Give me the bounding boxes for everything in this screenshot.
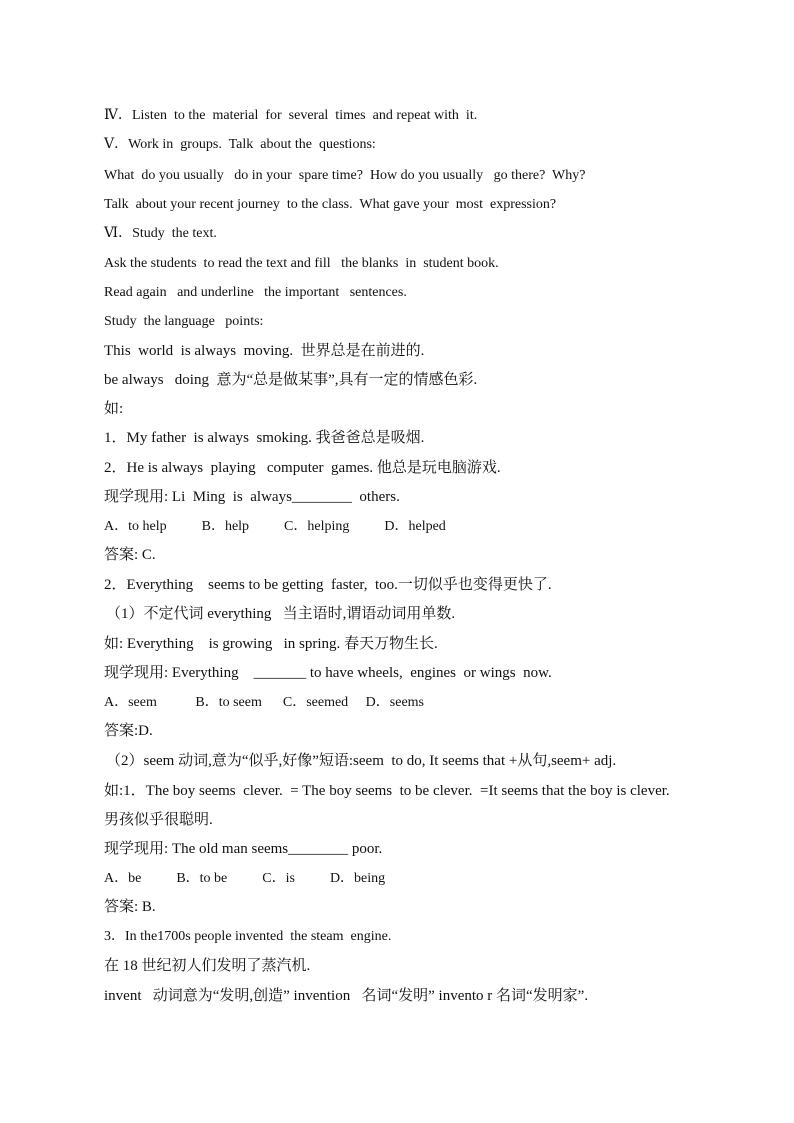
answer-line: 答案: C. [104, 547, 156, 563]
text-line: Talk about your recent journey to the class. What gave your most expression? [104, 197, 557, 212]
text-line: This world is always moving. 世界总是在前进的. [104, 343, 425, 359]
text-line: （2）seem 动词,意为“似乎,好像”短语:seem to do, It seems that +从句,seem+ adj. [106, 753, 617, 769]
text-line: Ask the students to read the text and fill the blanks in student book. [104, 256, 499, 271]
text-line: be always doing 意为“总是做某事”,具有一定的情感色彩. [104, 372, 478, 388]
text-line: What do you usually do in your spare time? How do you usually go there? Why? [104, 168, 586, 183]
exercise-options: A．to help B．help C．helping D．helped [104, 519, 446, 534]
text-line: 在 18 世纪初人们发明了蒸汽机. [104, 958, 311, 974]
text-line: 男孩似乎很聪明. [104, 812, 213, 828]
exercise-options: A．be B．to be C．is D．being [104, 871, 386, 886]
text-line: Read again and underline the important sentences. [104, 285, 407, 300]
answer-line: 答案:D. [104, 723, 153, 739]
exercise-question: 现学现用: Everything _______ to have wheels, engines or wings now. [104, 665, 552, 681]
section-vi-heading: Ⅵ．Study the text. [104, 226, 217, 241]
text-line: 2．Everything seems to be getting faster, too.一切似乎也变得更快了. [104, 577, 552, 593]
example-line: 如: Everything is growing in spring. 春天万物生长. [104, 636, 438, 652]
text-line: 如: [104, 401, 124, 417]
exercise-question: 现学现用: The old man seems________ poor. [104, 841, 383, 857]
text-line: 3．In the1700s people invented the steam engine. [104, 929, 392, 944]
section-iv-heading: Ⅳ．Listen to the material for several times and repeat with it. [104, 108, 478, 123]
text-line: invent 动词意为“发明,创造” invention 名词“发明” invento r 名词“发明家”. [104, 988, 589, 1004]
text-line: Study the language points: [104, 314, 264, 329]
example-line: 1．My father is always smoking. 我爸爸总是吸烟. [104, 430, 425, 446]
answer-line: 答案: B. [104, 899, 156, 915]
exercise-question: 现学现用: Li Ming is always________ others. [104, 489, 400, 505]
example-line: 如:1．The boy seems clever. = The boy seems to be clever. =It seems that the boy is clever. [104, 783, 670, 799]
exercise-options: A．seem B．to seem C．seemed D．seems [104, 695, 425, 710]
text-line: （1）不定代词 everything 当主语时,谓语动词用单数. [106, 606, 456, 622]
example-line: 2．He is always playing computer games. 他总是玩电脑游戏. [104, 460, 501, 476]
section-v-heading: Ⅴ．Work in groups. Talk about the questions: [104, 137, 376, 152]
